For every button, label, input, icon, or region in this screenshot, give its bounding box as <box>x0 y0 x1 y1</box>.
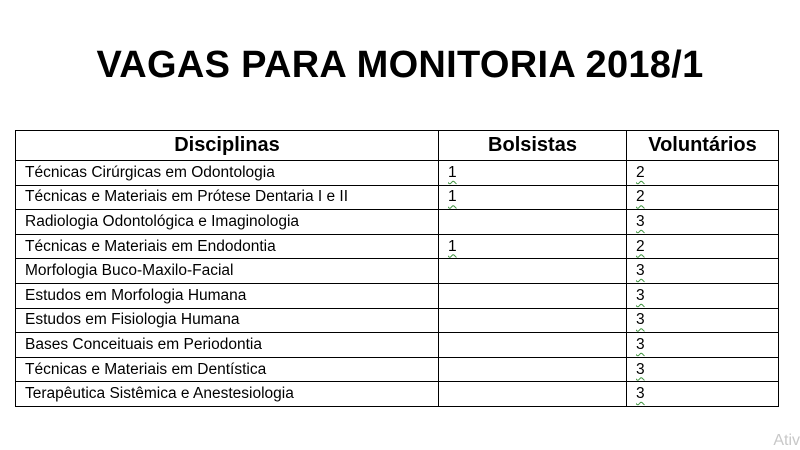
cell-bolsistas <box>439 283 627 308</box>
cell-voluntarios <box>627 382 779 407</box>
cell-bolsistas <box>439 210 627 235</box>
cell-bolsistas <box>439 357 627 382</box>
cell-voluntarios <box>627 357 779 382</box>
cell-voluntarios <box>627 283 779 308</box>
cell-voluntarios <box>627 259 779 284</box>
cell-disciplina: Estudos em Morfologia Humana <box>16 283 439 308</box>
voluntarios-value: 3 <box>636 262 645 280</box>
bolsistas-value: 1 <box>448 188 457 206</box>
voluntarios-value: 2 <box>636 237 645 255</box>
cell-voluntarios <box>627 161 779 186</box>
page-title: VAGAS PARA MONITORIA 2018/1 <box>96 44 704 86</box>
vacancies-table <box>15 130 779 407</box>
cell-disciplina: Terapêutica Sistêmica e Anestesiologia <box>16 382 439 407</box>
voluntarios-value: 3 <box>636 360 645 378</box>
cell-disciplina: Bases Conceituais em Periodontia <box>16 333 439 358</box>
cell-voluntarios <box>627 234 779 259</box>
cell-bolsistas <box>439 161 627 186</box>
voluntarios-value: 3 <box>636 286 645 304</box>
cell-disciplina: Técnicas Cirúrgicas em Odontologia <box>16 161 439 186</box>
table-row <box>16 210 779 235</box>
cell-voluntarios <box>627 333 779 358</box>
voluntarios-value: 2 <box>636 188 645 206</box>
voluntarios-value: 2 <box>636 163 645 181</box>
table-row <box>16 357 779 382</box>
table-row <box>16 234 779 259</box>
cell-voluntarios <box>627 185 779 210</box>
header-disciplinas: Disciplinas <box>16 131 439 161</box>
cell-bolsistas <box>439 382 627 407</box>
voluntarios-value: 3 <box>636 335 645 353</box>
cell-voluntarios <box>627 210 779 235</box>
voluntarios-value: 3 <box>636 311 645 329</box>
cell-voluntarios <box>627 308 779 333</box>
cell-bolsistas <box>439 333 627 358</box>
header-bolsistas: Bolsistas <box>439 131 627 161</box>
cell-disciplina: Técnicas e Materiais em Prótese Dentaria I e II <box>16 185 439 210</box>
cell-bolsistas <box>439 308 627 333</box>
cell-bolsistas <box>439 234 627 259</box>
cell-disciplina: Estudos em Fisiologia Humana <box>16 308 439 333</box>
activation-watermark: Ativ <box>773 432 800 449</box>
table-row <box>16 283 779 308</box>
table-header-row <box>16 131 779 161</box>
cell-bolsistas <box>439 259 627 284</box>
voluntarios-value: 3 <box>636 385 645 403</box>
table-row <box>16 259 779 284</box>
header-voluntarios: Voluntários <box>627 131 779 161</box>
bolsistas-value: 1 <box>448 237 457 255</box>
cell-disciplina: Técnicas e Materiais em Endodontia <box>16 234 439 259</box>
voluntarios-value: 3 <box>636 212 645 230</box>
bolsistas-value: 1 <box>448 163 457 181</box>
cell-disciplina: Técnicas e Materiais em Dentística <box>16 357 439 382</box>
table-row <box>16 185 779 210</box>
table-row <box>16 333 779 358</box>
cell-disciplina: Morfologia Buco-Maxilo-Facial <box>16 259 439 284</box>
table-row <box>16 308 779 333</box>
table-row <box>16 382 779 407</box>
cell-disciplina: Radiologia Odontológica e Imaginologia <box>16 210 439 235</box>
table-row <box>16 161 779 186</box>
cell-bolsistas <box>439 185 627 210</box>
